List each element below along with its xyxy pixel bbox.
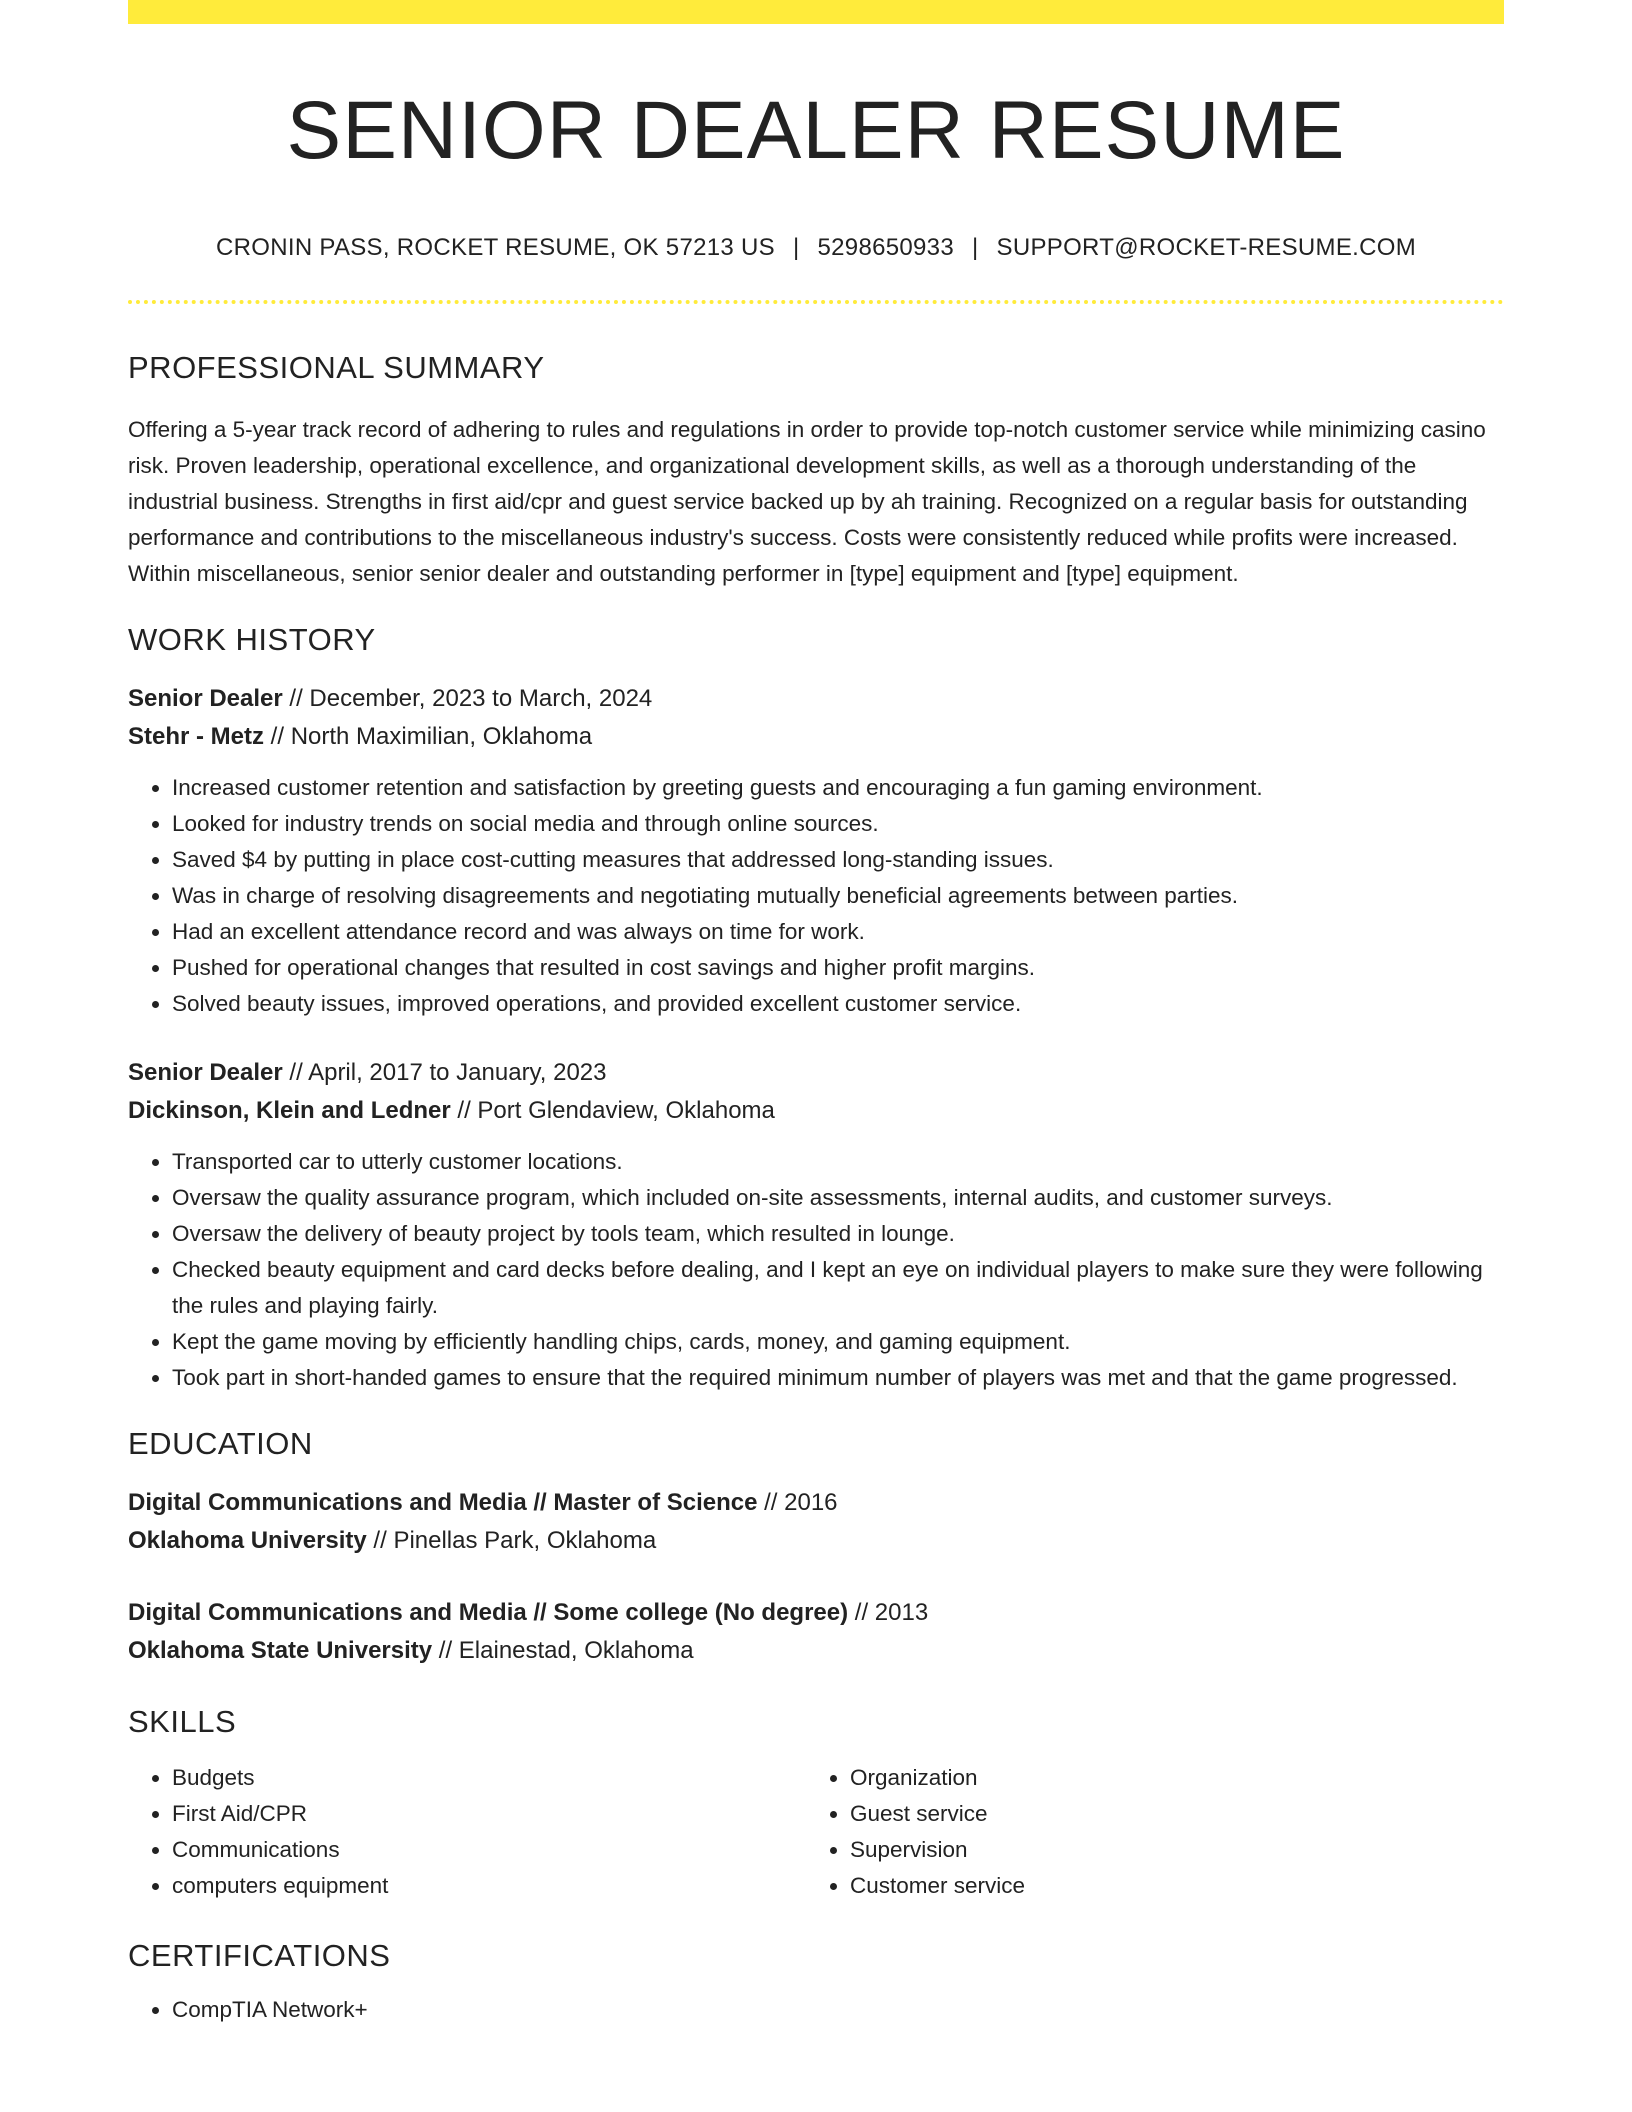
resume-page xyxy=(128,0,1504,2028)
list-item: • Transported car to utterly customer locations. xyxy=(172,1144,1504,1180)
list-item: • Looked for industry trends on social media and through online sources. xyxy=(172,806,1504,842)
list-item: • Had an excellent attendance record and was always on time for work. xyxy=(172,914,1504,950)
school-line xyxy=(128,1522,1504,1560)
degree: Digital Communications and Media // Master of Science xyxy=(128,1489,758,1517)
job-entry xyxy=(128,1054,1504,1396)
skills-columns xyxy=(128,1760,1504,1904)
list-item: • Customer service xyxy=(850,1868,1484,1904)
job-title: Senior Dealer xyxy=(128,1059,283,1087)
job-company-line xyxy=(128,1092,1504,1130)
education-heading: EDUCATION xyxy=(128,1426,313,1462)
skills-heading: SKILLS xyxy=(128,1704,237,1740)
job-company: Dickinson, Klein and Ledner xyxy=(128,1097,451,1125)
page-title: SENIOR DEALER RESUME xyxy=(286,85,1346,176)
skills-right-list xyxy=(806,1760,1484,1904)
list-item: • First Aid/CPR xyxy=(172,1796,806,1832)
job-company: Stehr - Metz xyxy=(128,723,265,751)
list-item: • Increased customer retention and satisfaction by greeting guests and encouraging a fun gaming environment. xyxy=(172,770,1504,806)
job-entry xyxy=(128,680,1504,1022)
school-line xyxy=(128,1632,1504,1670)
contact-line xyxy=(128,234,1504,262)
school: Oklahoma State University xyxy=(128,1637,433,1665)
job-bullets xyxy=(128,770,1504,1022)
contact-address: CRONIN PASS, ROCKET RESUME, OK 57213 US xyxy=(215,234,775,262)
summary-heading: PROFESSIONAL SUMMARY xyxy=(128,350,545,386)
certifications-list xyxy=(128,1992,1504,2028)
list-item: • Supervision xyxy=(850,1832,1484,1868)
summary-text: Offering a 5-year track record of adhering to rules and regulations in order to provide top-notch customer service while minimizing casino risk. Proven leadership, operational excellence, and organizational development skills, as well as a thorough understanding of the industrial business. Strengths in first aid/cpr and guest service backed up by ah training. Recognized on a regular basis for outstanding performance and contributions to the miscellaneous industry's success. Costs were consistently reduced while profits were increased. Within miscellaneous, senior senior dealer and outstanding performer in [type] equipment and [type] equipment. xyxy=(128,417,1486,587)
degree: Digital Communications and Media // Some college (No degree) xyxy=(128,1599,849,1627)
certifications-heading: CERTIFICATIONS xyxy=(128,1938,391,1974)
list-item: • CompTIA Network+ xyxy=(172,1992,1504,2028)
list-item: • Budgets xyxy=(172,1760,806,1796)
list-item: • computers equipment xyxy=(172,1868,806,1904)
education-entry xyxy=(128,1484,1504,1560)
job-title: Senior Dealer xyxy=(128,685,283,713)
list-item: • Saved $4 by putting in place cost-cutting measures that addressed long-standing issues. xyxy=(172,842,1504,878)
job-dates: // April, 2017 to January, 2023 xyxy=(282,1059,607,1087)
list-item: • Was in charge of resolving disagreements and negotiating mutually beneficial agreements between parties. xyxy=(172,878,1504,914)
list-item: • Oversaw the quality assurance program, which included on-site assessments, internal audits, and customer surveys. xyxy=(172,1180,1504,1216)
top-accent-bar xyxy=(128,0,1504,24)
contact-email[interactable]: SUPPORT@ROCKET-RESUME.COM xyxy=(996,234,1416,262)
list-item: • Solved beauty issues, improved operations, and provided excellent customer service. xyxy=(172,986,1504,1022)
job-title-line xyxy=(128,680,1504,718)
list-item: • Organization xyxy=(850,1760,1484,1796)
contact-separator: | xyxy=(792,234,800,262)
job-dates: // December, 2023 to March, 2024 xyxy=(282,685,653,713)
degree-year: // 2013 xyxy=(848,1599,929,1627)
list-item: • Pushed for operational changes that resulted in cost savings and higher profit margins. xyxy=(172,950,1504,986)
contact-separator: | xyxy=(971,234,979,262)
degree-line xyxy=(128,1594,1504,1632)
skills-left-list xyxy=(128,1760,806,1904)
list-item: • Checked beauty equipment and card decks before dealing, and I kept an eye on individual players to make sure they were following the rules and playing fairly. xyxy=(172,1252,1504,1324)
dotted-divider xyxy=(128,300,1504,304)
job-title-line xyxy=(128,1054,1504,1092)
degree-year: // 2016 xyxy=(757,1489,838,1517)
list-item: • Took part in short-handed games to ensure that the required minimum number of players was met and that the game progressed. xyxy=(172,1360,1504,1396)
job-location: // North Maximilian, Oklahoma xyxy=(264,723,593,751)
list-item: • Kept the game moving by efficiently handling chips, cards, money, and gaming equipment. xyxy=(172,1324,1504,1360)
school-location: // Elainestad, Oklahoma xyxy=(432,1637,694,1665)
work-history-heading: WORK HISTORY xyxy=(128,622,376,658)
school: Oklahoma University xyxy=(128,1527,367,1555)
school-location: // Pinellas Park, Oklahoma xyxy=(366,1527,657,1555)
job-company-line xyxy=(128,718,1504,756)
education-entry xyxy=(128,1594,1504,1670)
job-location: // Port Glendaview, Oklahoma xyxy=(450,1097,775,1125)
job-bullets xyxy=(128,1144,1504,1396)
list-item: • Oversaw the delivery of beauty project by tools team, which resulted in lounge. xyxy=(172,1216,1504,1252)
degree-line xyxy=(128,1484,1504,1522)
list-item: • Communications xyxy=(172,1832,806,1868)
list-item: • Guest service xyxy=(850,1796,1484,1832)
contact-phone: 5298650933 xyxy=(817,234,954,262)
